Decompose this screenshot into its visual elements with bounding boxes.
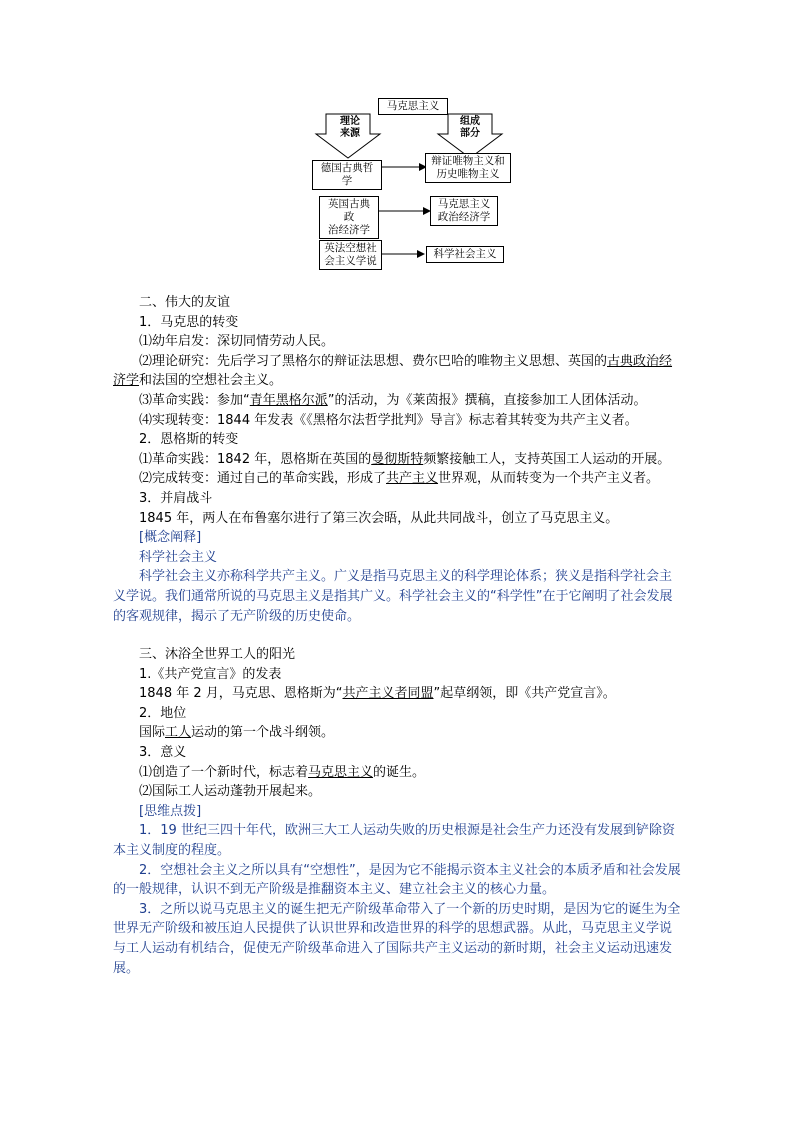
british-economics-box: 英国古典政 治经济学: [319, 196, 379, 239]
concept-text: 科学社会主义亦称科学共产主义。广义是指马克思主义的科学理论体系；狭义是指科学社会主义学说。我们通常所说的马克思主义是指其广义。科学社会主义的“科学性”在于它阐明了社会发展的客观规律，揭示了无产阶级的历史使命。: [113, 569, 673, 624]
marxism-box: 马克思主义: [378, 98, 448, 115]
heading-engels-transformation: 2．恩格斯的转变: [139, 432, 239, 448]
para-childhood: ⑴幼年启发：深切同情劳动人民。: [139, 334, 335, 350]
tip-1: 1．19 世纪三四十年代，欧洲三大工人运动失败的历史根源是社会生产力还没有发展到铲除资本主义制度的程度。: [113, 823, 675, 859]
section-title-2: 二、伟大的友谊: [139, 295, 231, 310]
german-philosophy-box: 德国古典哲学: [312, 160, 382, 190]
heading-side-by-side: 3．并肩战斗: [139, 490, 213, 506]
utopian-socialism-box: 英法空想社 会主义学说: [319, 240, 382, 270]
para-revolutionary-practice: ⑶革命实践：参加“青年黑格尔派”的活动，为《莱茵报》撰稿，直接参加工人团体活动。: [139, 392, 647, 408]
para-status: 国际工人运动的第一个战斗纲领。: [139, 725, 335, 741]
para-1845: 1845 年，两人在布鲁塞尔进行了第三次会晤，从此共同战斗，创立了马克思主义。: [139, 510, 619, 526]
para-new-era: ⑴创造了一个新时代，标志着马克思主义的诞生。: [139, 764, 426, 780]
para-movement: ⑵国际工人运动蓬勃开展起来。: [139, 784, 322, 800]
marxist-economics-box: 马克思主义 政治经济学: [430, 196, 498, 226]
marxism-structure-diagram: [300, 90, 530, 275]
heading-status: 2．地位: [139, 705, 187, 721]
tip-3: 3．之所以说马克思主义的诞生把无产阶级革命带入了一个新的历史时期，是因为它的诞生为全世界无产阶级和被压迫人民提供了认识世界和改造世界的科学的思想武器。从此，马克思主义学说与工人运动有机结合，促使无产阶级革命进入了国际共产主义运动的新时期，社会主义运动迅速发展。: [113, 901, 681, 976]
para-engels-complete: ⑵完成转变：通过自己的革命实践，形成了共产主义世界观，从而转变为一个共产主义者。: [139, 471, 660, 487]
concept-title: 科学社会主义: [139, 549, 218, 565]
heading-manifesto: 1.《共产党宣言》的发表: [139, 666, 282, 682]
section-title-3: 三、沐浴全世界工人的阳光: [139, 647, 296, 663]
theory-source-label: 理论 来源: [340, 116, 360, 139]
scientific-socialism-box: 科学社会主义: [426, 246, 504, 263]
para-theory-study: ⑵理论研究：先后学习了黑格尔的辩证法思想、费尔巴哈的唯物主义思想、英国的古典政治经济学和法国的空想社会主义。: [113, 353, 673, 389]
para-1848: 1848 年 2 月，马克思、恩格斯为“共产主义者同盟”起草纲领，即《共产党宣言》。: [139, 686, 616, 702]
concept-tag: [概念阐释]: [139, 530, 202, 546]
para-engels-practice: ⑴革命实践：1842 年，恩格斯在英国的曼彻斯特频繁接触工人，支持英国工人运动的开展。: [139, 451, 671, 467]
tip-2: 2．空想社会主义之所以具有“空想性”，是因为它不能揭示资本主义社会的本质矛盾和社会发展的一般规律，认识不到无产阶级是推翻资本主义、建立社会主义的核心力量。: [113, 862, 681, 898]
heading-significance: 3．意义: [139, 745, 187, 761]
para-transformation: ⑷实现转变：1844 年发表《《黑格尔法哲学批判》导言》标志着其转变为共产主义者。: [139, 412, 638, 428]
dialectical-materialism-box: 辩证唯物主义和 历史唯物主义: [425, 153, 511, 183]
heading-marx-transformation: 1．马克思的转变: [139, 314, 239, 330]
document-body: [113, 293, 683, 978]
tips-tag: [思维点拨]: [139, 803, 202, 819]
composition-label: 组成 部分: [460, 116, 480, 139]
